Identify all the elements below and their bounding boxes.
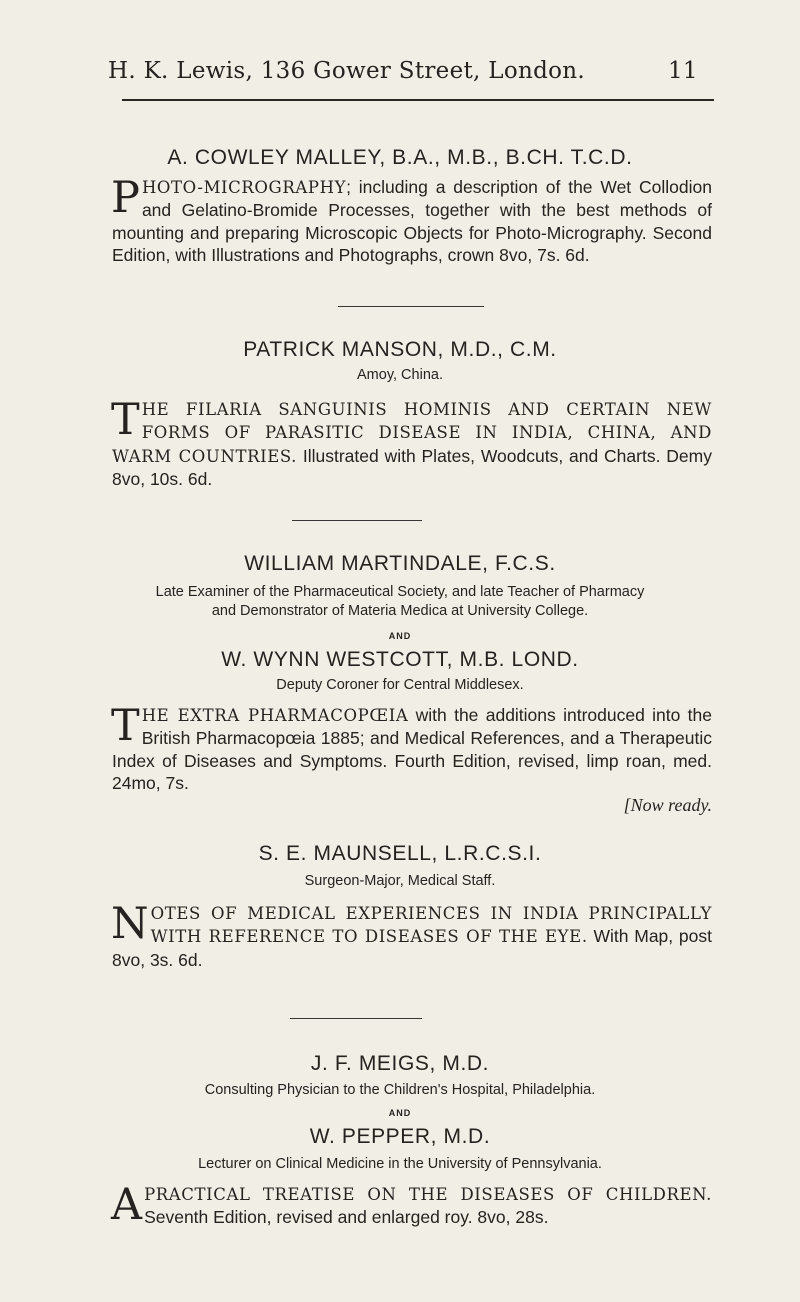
and-separator: AND [388,631,412,641]
section-rule [290,1018,422,1019]
book-description: ; including a description of the Wet Collodion and Gelatino-Bromide Processes, together with the best methods of mounting and preparing Microscopic Objects for Photo-Micrography. Second Edition, with Illustrations and Photographs, crown 8vo, 7s. 6d. [112,177,712,265]
book-entry [111,899,713,971]
book-entry [111,395,712,490]
book-entry [111,1180,712,1230]
drop-cap: A [111,1180,143,1230]
author-heading: WILLIAM MARTINDALE, F.C.S. [244,552,556,575]
book-title: HE FILARIA SANGUINIS HOMINIS AND CERTAIN NEW FORMS OF PARASITIC DISEASE IN INDIA, CHINA, AND WARM COUNTRIES. [112,400,712,466]
availability-status: [Now ready. [623,795,712,816]
drop-cap: T [111,701,140,751]
book-title: PRACTICAL TREATISE ON THE DISEASES OF CHILDREN. [144,1185,712,1204]
and-separator: AND [388,1108,412,1118]
book-entry [111,701,712,816]
book-description: with the additions introduced into the British Pharmacopœia 1885; and Medical References, and a Therapeutic Index of Diseases and Symptoms. Fourth Edition, revised, limp roan, med. 24mo, 7s. [112,705,712,793]
author-affiliation: Amoy, China. [357,367,443,383]
section-rule [338,306,484,307]
author-affiliation: Late Examiner of the Pharmaceutical Society, and late Teacher of Pharmacy [155,584,645,600]
header-rule [122,99,714,101]
section-rule [292,520,422,521]
running-head: H. K. Lewis, 136 Gower Street, London. [108,58,585,84]
book-title: HE EXTRA PHARMACOPŒIA [141,706,409,725]
author-heading: J. F. MEIGS, M.D. [310,1052,490,1075]
book-description: Seventh Edition, revised and enlarged roy. 8vo, 28s. [144,1207,549,1228]
book-description: Illustrated with Plates, Woodcuts, and Charts. Demy 8vo, 10s. 6d. [112,445,712,489]
author-heading: A. COWLEY MALLEY, B.A., M.B., B.CH. T.C.D. [167,146,633,169]
book-title: HOTO-MICROGRAPHY [141,178,347,197]
author-affiliation: and Demonstrator of Materia Medica at University College. [211,603,589,619]
coauthor-affiliation: Lecturer on Clinical Medicine in the University of Pennsylvania. [198,1156,602,1172]
drop-cap: N [111,899,149,949]
running-header [108,58,708,84]
author-heading: PATRICK MANSON, M.D., C.M. [243,338,557,361]
book-entry [111,173,712,266]
coauthor-heading: W. PEPPER, M.D. [309,1125,491,1148]
author-affiliation: Surgeon-Major, Medical Staff. [304,873,496,889]
page-number: 11 [668,58,698,84]
coauthor-heading: W. WYNN WESTCOTT, M.B. LOND. [221,648,579,671]
author-heading: S. E. MAUNSELL, L.R.C.S.I. [258,842,542,865]
drop-cap: T [111,395,140,445]
book-title: OTES OF MEDICAL EXPERIENCES IN INDIA PRINCIPALLY WITH REFERENCE TO DISEASES OF THE EYE. [150,904,712,947]
drop-cap: P [111,173,140,223]
book-description: With Map, post 8vo, 3s. 6d. [112,926,713,970]
author-affiliation: Consulting Physician to the Children's Hospital, Philadelphia. [204,1082,596,1098]
coauthor-affiliation: Deputy Coroner for Central Middlesex. [276,677,524,693]
